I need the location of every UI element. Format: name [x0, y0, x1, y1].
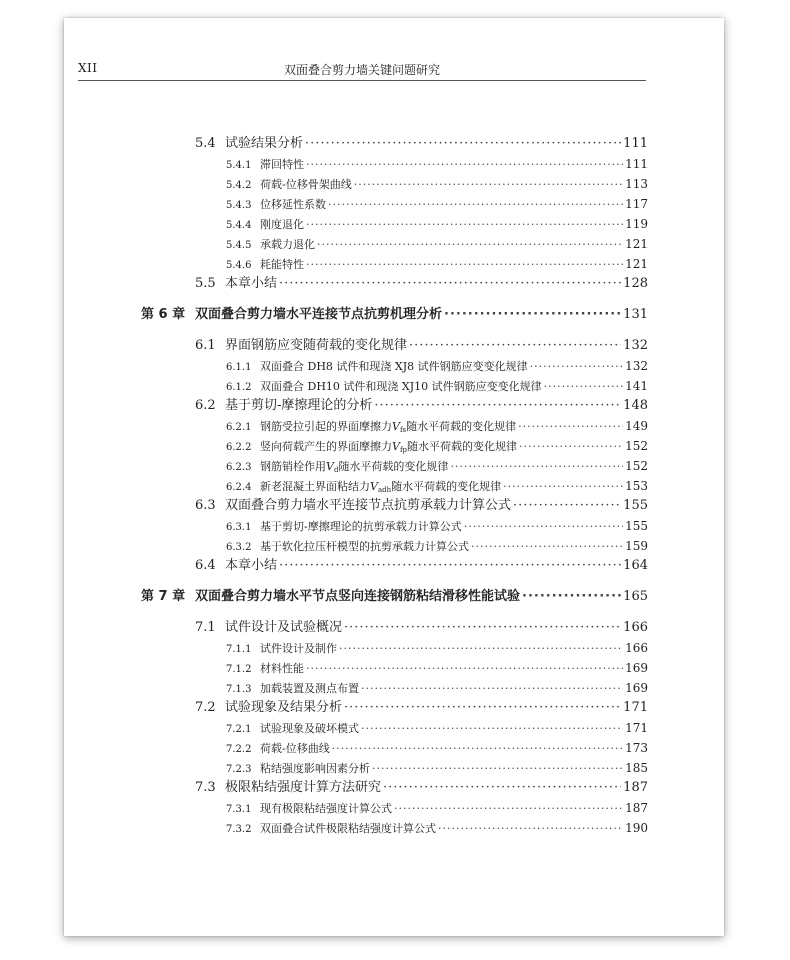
toc-title: 荷载-位移骨架曲线: [260, 178, 352, 191]
toc-title: 基于剪切-摩擦理论的分析: [225, 398, 373, 413]
toc-entry-6-2-4[interactable]: [226, 478, 648, 496]
dot-leader: [374, 398, 621, 414]
toc-page: 169: [625, 681, 648, 695]
toc-title: 耗能特性: [260, 258, 304, 271]
toc-entry-7-2-3[interactable]: [226, 760, 648, 778]
dot-leader: [513, 498, 621, 514]
dot-leader: [444, 307, 621, 323]
title-part-b: 随水平荷载的变化规律: [391, 480, 502, 493]
toc-title: 位移延性系数: [260, 198, 326, 211]
toc-entry-6-1-2[interactable]: [226, 378, 648, 396]
toc-page: 185: [625, 761, 648, 775]
toc-entry-7-2[interactable]: [195, 700, 648, 716]
toc-number: 6.3: [195, 498, 216, 513]
toc-page: 149: [625, 419, 648, 433]
toc-number: 6.2.4: [226, 482, 252, 493]
toc-number: 5.4.6: [226, 260, 252, 271]
toc-page: 190: [625, 821, 648, 835]
dot-leader: [464, 519, 623, 535]
toc-entry-7-1-2[interactable]: [226, 660, 648, 678]
toc-title: 基于软化拉压杆模型的抗剪承载力计算公式: [260, 540, 469, 553]
toc-page: 166: [623, 620, 648, 635]
toc-page: 173: [625, 741, 648, 755]
toc-number: 7.3.2: [226, 824, 252, 835]
toc-title: [260, 459, 448, 475]
dot-leader: [305, 136, 621, 152]
toc-title: 试验现象及破坏模式: [260, 722, 359, 735]
dot-leader: [544, 379, 623, 395]
toc-entry-5-4-1[interactable]: [226, 156, 648, 174]
toc-number: 6.1.1: [226, 362, 252, 373]
dot-leader: [279, 276, 621, 292]
toc-title: 试验结果分析: [225, 136, 304, 151]
toc-page: 111: [625, 157, 648, 171]
toc-title: 承载力退化: [260, 238, 315, 251]
dot-leader: [328, 197, 623, 213]
toc-entry-5-4-3[interactable]: [226, 196, 648, 214]
toc-title: 双面叠合剪力墙水平连接节点抗剪承载力计算公式: [225, 498, 512, 513]
toc-number: 6.3.2: [226, 542, 252, 553]
toc-page: 113: [625, 177, 648, 191]
variable-subscript: adh: [377, 486, 392, 494]
title-part-a: 钢筋销栓作用: [260, 460, 326, 473]
dot-leader: [503, 479, 623, 495]
toc-entry-5-4-2[interactable]: [226, 176, 648, 194]
toc-number: 7.2.2: [226, 744, 252, 755]
toc-title: 基于剪切-摩擦理论的抗剪承载力计算公式: [260, 520, 462, 533]
dot-leader: [471, 539, 623, 555]
toc-entry-6-2-3[interactable]: [226, 458, 648, 476]
dot-leader: [344, 620, 621, 636]
toc-number: 7.1: [195, 620, 216, 635]
dot-leader: [279, 558, 621, 574]
toc-entry-7-3-2[interactable]: [226, 820, 648, 838]
toc-title: 试件设计及制作: [260, 642, 337, 655]
toc-number: 6.4: [195, 558, 216, 573]
toc-entry-7-1[interactable]: [195, 620, 648, 636]
toc-title: 本章小结: [225, 558, 278, 573]
toc-number: 7.2: [195, 700, 216, 715]
toc-page: 111: [623, 136, 648, 151]
toc-number: 5.4.3: [226, 200, 252, 211]
toc-page: 153: [625, 479, 648, 493]
dot-leader: [518, 419, 623, 435]
toc-page: 152: [625, 439, 648, 453]
toc-entry-5-5[interactable]: [195, 276, 648, 292]
toc-entry-6-2[interactable]: [195, 398, 648, 414]
variable-symbol: V: [370, 480, 378, 493]
dot-leader: [339, 641, 623, 657]
dot-leader: [519, 439, 623, 455]
toc-title: 粘结强度影响因素分析: [260, 762, 370, 775]
chapter-number: 第 6 章: [141, 307, 186, 322]
toc-number: 7.3.1: [226, 804, 252, 815]
toc-title: 加载装置及测点布置: [260, 682, 359, 695]
variable-symbol: V: [392, 420, 400, 433]
dot-leader: [317, 237, 623, 253]
variable-symbol: V: [326, 460, 334, 473]
dot-leader: [438, 821, 623, 837]
dot-leader: [332, 741, 623, 757]
toc-page: 155: [625, 519, 648, 533]
toc-page: 128: [623, 276, 648, 291]
toc-page: 187: [623, 780, 648, 795]
toc-title: 双面叠合 DH10 试件和现浇 XJ10 试件钢筋应变变化规律: [260, 380, 542, 393]
toc-number: 5.4.4: [226, 220, 252, 231]
toc-entry-6-1[interactable]: [195, 338, 648, 354]
variable-subscript: fp: [399, 446, 408, 454]
toc-number: 6.1: [195, 338, 216, 353]
toc-entry-7-1-1[interactable]: [226, 640, 648, 658]
toc-page: 121: [625, 237, 648, 251]
toc-entry-6-2-2[interactable]: [226, 438, 648, 456]
toc-chapter-7[interactable]: [141, 589, 648, 605]
dot-leader: [306, 217, 623, 233]
toc-entry-6-1-1[interactable]: [226, 358, 648, 376]
toc-page: 152: [625, 459, 648, 473]
toc-number: 5.5: [195, 276, 216, 291]
dot-leader: [450, 459, 623, 475]
dot-leader: [372, 761, 623, 777]
toc-title: 本章小结: [225, 276, 278, 291]
dot-leader: [306, 661, 623, 677]
page-folio: XII: [78, 61, 98, 75]
toc-title: 界面钢筋应变随荷载的变化规律: [225, 338, 408, 353]
toc-number: 6.3.1: [226, 522, 252, 533]
toc-page: 164: [623, 558, 648, 573]
toc-title: [260, 479, 501, 495]
toc-title: 试验现象及结果分析: [225, 700, 343, 715]
dot-leader: [306, 257, 623, 273]
chapter-title: 双面叠合剪力墙水平连接节点抗剪机理分析: [195, 307, 443, 322]
toc-page: 155: [623, 498, 648, 513]
toc-number: 7.1.2: [226, 664, 252, 675]
dot-leader: [306, 157, 623, 173]
toc-entry-7-1-3[interactable]: [226, 680, 648, 698]
toc-entry-7-2-1[interactable]: [226, 720, 648, 738]
toc-number: 7.1.1: [226, 644, 252, 655]
toc-page: 187: [625, 801, 648, 815]
toc-title: 材料性能: [260, 662, 304, 675]
toc-entry-6-4[interactable]: [195, 558, 648, 574]
dot-leader: [354, 177, 623, 193]
toc-page: 159: [625, 539, 648, 553]
toc-title: 双面叠合 DH8 试件和现浇 XJ8 试件钢筋应变变化规律: [260, 360, 528, 373]
toc-number: 7.3: [195, 780, 216, 795]
toc-title: 现有极限粘结强度计算公式: [260, 802, 392, 815]
toc-page: 171: [625, 721, 648, 735]
toc-number: 7.1.3: [226, 684, 252, 695]
toc-number: 7.2.1: [226, 724, 252, 735]
toc-entry-6-2-1[interactable]: [226, 418, 648, 436]
title-part-b: 随水平荷载的变化规律: [338, 460, 449, 473]
toc-page: 117: [625, 197, 648, 211]
title-part-a: 钢筋受拉引起的界面摩擦力: [260, 420, 392, 433]
toc-page: 169: [625, 661, 648, 675]
toc-page: 166: [625, 641, 648, 655]
toc-entry-7-3[interactable]: [195, 780, 648, 796]
dot-leader: [361, 681, 623, 697]
toc-page: 141: [625, 379, 648, 393]
toc-title: [260, 419, 516, 435]
variable-symbol: V: [392, 440, 400, 453]
toc-number: 6.1.2: [226, 382, 252, 393]
toc-entry-6-3-1[interactable]: [226, 518, 648, 536]
title-part-b: 随水平荷载的变化规律: [406, 420, 517, 433]
toc-entry-6-3[interactable]: [195, 498, 648, 514]
variable-subscript: d: [333, 466, 339, 474]
toc-number: 6.2.3: [226, 462, 252, 473]
dot-leader: [344, 700, 621, 716]
toc-number: 5.4.1: [226, 160, 252, 171]
toc-page: 148: [623, 398, 648, 413]
toc-page: 132: [625, 359, 648, 373]
toc-title: 滞回特性: [260, 158, 304, 171]
toc-title: 刚度退化: [260, 218, 304, 231]
toc-page: 165: [623, 589, 648, 604]
toc-number: 5.4: [195, 136, 216, 151]
toc-entry-5-4-5[interactable]: [226, 236, 648, 254]
dot-leader: [522, 589, 621, 605]
dot-leader: [530, 359, 623, 375]
toc-page: 119: [625, 217, 648, 231]
toc-entry-7-3-1[interactable]: [226, 800, 648, 818]
toc-number: 6.2.1: [226, 422, 252, 433]
toc-entry-5-4-4[interactable]: [226, 216, 648, 234]
toc-chapter-6[interactable]: [141, 307, 648, 323]
toc-entry-5-4[interactable]: [195, 136, 648, 152]
title-part-a: 新老混凝土界面粘结力: [260, 480, 370, 493]
chapter-number: 第 7 章: [141, 589, 186, 604]
toc-page: 132: [623, 338, 648, 353]
running-title: 双面叠合剪力墙关键问题研究: [283, 63, 440, 77]
toc-entry-5-4-6[interactable]: [226, 256, 648, 274]
toc-number: 6.2: [195, 398, 216, 413]
dot-leader: [409, 338, 621, 354]
dot-leader: [394, 801, 623, 817]
toc-page: 121: [625, 257, 648, 271]
chapter-title: 双面叠合剪力墙水平节点竖向连接钢筋粘结滑移性能试验: [195, 589, 521, 604]
toc-page: 131: [623, 307, 648, 322]
toc-number: 5.4.5: [226, 240, 252, 251]
toc-title: 试件设计及试验概况: [225, 620, 343, 635]
title-part-b: 随水平荷载的变化规律: [407, 440, 518, 453]
toc-title: 荷载-位移曲线: [260, 742, 330, 755]
toc-number: 6.2.2: [226, 442, 252, 453]
dot-leader: [361, 721, 623, 737]
dot-leader: [383, 780, 621, 796]
toc-entry-7-2-2[interactable]: [226, 740, 648, 758]
title-part-a: 竖向荷载产生的界面摩擦力: [260, 440, 392, 453]
variable-subscript: fs: [399, 426, 407, 434]
toc-entry-6-3-2[interactable]: [226, 538, 648, 556]
toc-title: [260, 439, 517, 455]
toc-page: 171: [623, 700, 648, 715]
toc-title: 极限粘结强度计算方法研究: [225, 780, 382, 795]
toc-title: 双面叠合试件极限粘结强度计算公式: [260, 822, 436, 835]
toc-number: 5.4.2: [226, 180, 252, 191]
toc-number: 7.2.3: [226, 764, 252, 775]
